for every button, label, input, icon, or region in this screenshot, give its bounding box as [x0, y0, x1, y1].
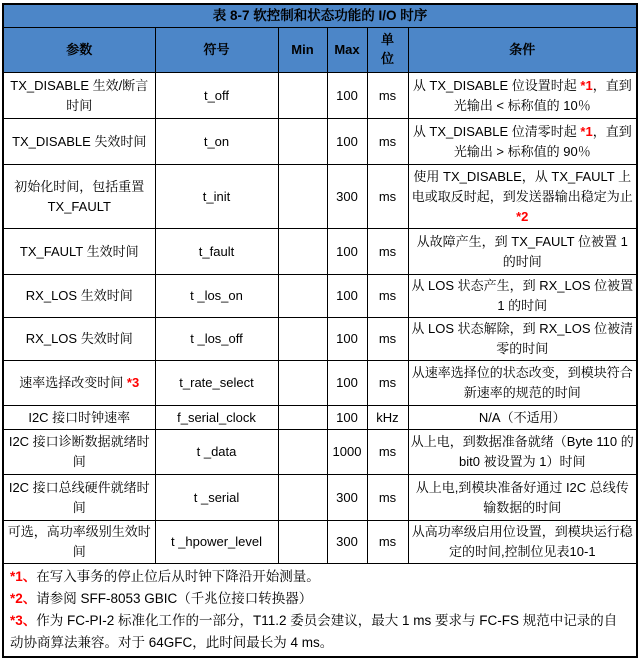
footnote-text: 请参阅 SFF-8053 GBIC（千兆位接口转换器） [36, 591, 313, 606]
condition-cell: 从 LOS 状态解除，到 RX_LOS 位被清零的时间 [408, 318, 637, 361]
footnote-text: 作为 FC-PI-2 标准化工作的一部分，T11.2 委员会建议，最大 1 ms 要求与 FC-FS 规范中记录的自动协商算法兼容。对于 64GFC，此时间最长为 4 ms。 [10, 613, 618, 650]
unit-cell: ms [367, 475, 408, 521]
table-row [3, 73, 637, 119]
condition-cell: 从 TX_DISABLE 位设置时起 *1，直到光输出 < 标称值的 10％ [408, 73, 637, 119]
col-header-param: 参数 [3, 28, 155, 73]
symbol-cell: t_fault [155, 229, 278, 275]
unit-cell: ms [367, 318, 408, 361]
param-cell: 速率选择改变时间 *3 [3, 361, 155, 406]
condition-cell: 从速率选择位的状态改变，到模块符合新速率的规范的时间 [408, 361, 637, 406]
col-header-condition: 条件 [408, 28, 637, 73]
symbol-cell: t _hpower_level [155, 521, 278, 564]
min-cell [278, 119, 327, 165]
unit-cell: ms [367, 73, 408, 119]
max-cell: 300 [327, 475, 367, 521]
min-cell [278, 430, 327, 475]
symbol-cell: t _serial [155, 475, 278, 521]
unit-cell: ms [367, 430, 408, 475]
max-cell: 1000 [327, 430, 367, 475]
max-cell: 300 [327, 521, 367, 564]
min-cell [278, 475, 327, 521]
unit-cell: ms [367, 229, 408, 275]
table-row [3, 406, 637, 430]
col-header-symbol: 符号 [155, 28, 278, 73]
footnote-marker: *2、 [10, 591, 37, 606]
condition-cell: 从上电,到模块准备好通过 I2C 总线传输数据的时间 [408, 475, 637, 521]
table-row [3, 229, 637, 275]
col-header-min: Min [278, 28, 327, 73]
table-row [3, 318, 637, 361]
footnote-text: 在写入事务的停止位后从时钟下降沿开始测量。 [36, 569, 320, 584]
param-cell: I2C 接口诊断数据就绪时间 [3, 430, 155, 475]
symbol-cell: t _los_off [155, 318, 278, 361]
symbol-cell: t_on [155, 119, 278, 165]
table-row [3, 475, 637, 521]
param-cell: TX_DISABLE 生效/断言时间 [3, 73, 155, 119]
param-cell: 可选，高功率级别生效时间 [3, 521, 155, 564]
table-row [3, 165, 637, 229]
table-title-row [3, 4, 637, 28]
min-cell [278, 521, 327, 564]
condition-cell: N/A（不适用） [408, 406, 637, 430]
condition-cell: 从高功率级启用位设置，到模块运行稳定的时间,控制位见表10-1 [408, 521, 637, 564]
footnote-1 [10, 566, 630, 588]
footnote-2 [10, 588, 630, 610]
param-cell: TX_FAULT 生效时间 [3, 229, 155, 275]
min-cell [278, 165, 327, 229]
symbol-cell: t_init [155, 165, 278, 229]
col-header-max: Max [327, 28, 367, 73]
min-cell [278, 73, 327, 119]
param-cell: RX_LOS 生效时间 [3, 275, 155, 318]
unit-cell: ms [367, 165, 408, 229]
condition-cell: 从上电，到数据准备就绪（Byte 110 的 bit0 被设置为 1）时间 [408, 430, 637, 475]
max-cell: 300 [327, 165, 367, 229]
footnotes [3, 564, 637, 658]
footnote-marker: *3、 [10, 613, 37, 628]
param-cell: I2C 接口总线硬件就绪时间 [3, 475, 155, 521]
symbol-cell: t_rate_select [155, 361, 278, 406]
unit-cell: ms [367, 361, 408, 406]
max-cell: 100 [327, 119, 367, 165]
max-cell: 100 [327, 406, 367, 430]
symbol-cell: t_off [155, 73, 278, 119]
unit-cell: kHz [367, 406, 408, 430]
symbol-cell: t _data [155, 430, 278, 475]
max-cell: 100 [327, 275, 367, 318]
footnote-3 [10, 610, 630, 654]
col-header-unit: 单位 [367, 28, 408, 73]
param-cell: TX_DISABLE 失效时间 [3, 119, 155, 165]
symbol-cell: t _los_on [155, 275, 278, 318]
param-cell: 初始化时间，包括重置 TX_FAULT [3, 165, 155, 229]
condition-cell: 从 TX_DISABLE 位清零时起 *1，直到光输出 > 标称值的 90％ [408, 119, 637, 165]
max-cell: 100 [327, 73, 367, 119]
table-row [3, 521, 637, 564]
min-cell [278, 406, 327, 430]
min-cell [278, 229, 327, 275]
param-cell: RX_LOS 失效时间 [3, 318, 155, 361]
footnote-marker: *1、 [10, 569, 37, 584]
table-row [3, 275, 637, 318]
footnotes-row [3, 564, 637, 658]
param-cell: I2C 接口时钟速率 [3, 406, 155, 430]
timing-table [2, 3, 638, 658]
condition-cell: 从故障产生，到 TX_FAULT 位被置 1 的时间 [408, 229, 637, 275]
min-cell [278, 318, 327, 361]
unit-cell: ms [367, 521, 408, 564]
condition-cell: 使用 TX_DISABLE，从 TX_FAULT 上电或取反时起，到发送器输出稳定为止 *2 [408, 165, 637, 229]
min-cell [278, 361, 327, 406]
table-row [3, 430, 637, 475]
max-cell: 100 [327, 229, 367, 275]
unit-cell: ms [367, 119, 408, 165]
min-cell [278, 275, 327, 318]
max-cell: 100 [327, 361, 367, 406]
table-row [3, 119, 637, 165]
max-cell: 100 [327, 318, 367, 361]
table-row [3, 361, 637, 406]
table-header-row [3, 28, 637, 73]
unit-cell: ms [367, 275, 408, 318]
table-title: 表 8-7 软控制和状态功能的 I/O 时序 [3, 4, 637, 28]
condition-cell: 从 LOS 状态产生，到 RX_LOS 位被置 1 的时间 [408, 275, 637, 318]
symbol-cell: f_serial_clock [155, 406, 278, 430]
